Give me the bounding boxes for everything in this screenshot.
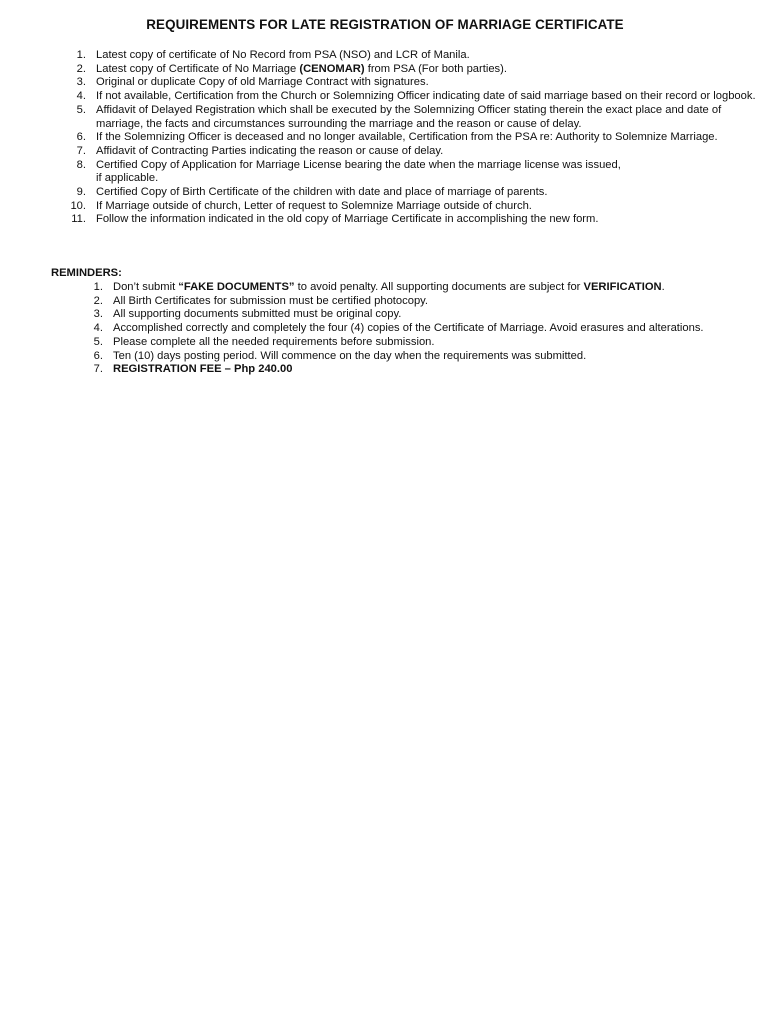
item-number: 3. [93,308,103,321]
item-number: 6. [93,349,103,362]
item-text: Affidavit of Delayed Registration which shall be executed by the Solemnizing Officer stating therein the exact place and date of marriage, the facts and circumstances surrounding the marriage and the reason or cause of delay. [96,103,722,130]
list-item [68,159,758,186]
item-number: 5. [93,335,103,348]
registration-fee: REGISTRATION FEE – Php 240.00 [113,363,293,376]
item-number: 8. [76,158,86,171]
item-number: 7. [76,144,86,157]
item-text: from PSA (For both parties). [364,62,507,75]
list-item [68,90,758,104]
item-text: Follow the information indicated in the old copy of Marriage Certificate in accomplishing the new form. [96,213,599,226]
item-number: 2. [76,62,86,75]
item-text: Original or duplicate Copy of old Marriage Contract with signatures. [96,76,429,89]
item-text: If Marriage outside of church, Letter of request to Solemnize Marriage outside of church. [96,199,532,212]
list-item [85,336,755,350]
item-number: 4. [76,90,86,103]
item-number: 1. [76,49,86,61]
list-item [85,308,755,322]
list-item [68,63,758,77]
list-item [68,49,758,63]
list-item [85,281,755,295]
item-number: 1. [93,281,103,293]
item-text: Certified Copy of Application for Marriage License bearing the date when the marriage license was issued, [96,158,621,171]
reminders-heading: REMINDERS: [51,267,122,279]
list-item [68,104,758,131]
item-text: Accomplished correctly and completely the four (4) copies of the Certificate of Marriage. Avoid erasures and alterations. [113,322,704,335]
item-text: if applicable. [96,172,159,185]
list-item [68,76,758,90]
item-number: 11. [71,213,86,226]
item-text: to avoid penalty. All supporting documents are subject for [294,281,584,293]
list-item [68,213,758,227]
item-text: . [661,281,665,293]
list-item [68,186,758,200]
document-title: REQUIREMENTS FOR LATE REGISTRATION OF MARRIAGE CERTIFICATE [146,17,624,32]
item-text: Affidavit of Contracting Parties indicating the reason or cause of delay. [96,144,444,157]
list-item [85,322,755,336]
item-number: 9. [76,186,86,199]
item-text: If the Solemnizing Officer is deceased and no longer available, Certification from the PSA re: Authority to Solemnize Marriage. [96,131,718,144]
item-number: 5. [76,103,86,116]
item-number: 4. [93,322,103,335]
reminders-list [85,281,755,377]
item-number: 2. [93,294,103,307]
list-item [68,145,758,159]
item-text: Certified Copy of Birth Certificate of the children with date and place of marriage of parents. [96,186,548,199]
item-emphasis: “FAKE DOCUMENTS” [178,281,295,293]
requirements-list [68,49,758,227]
item-text: Don’t submit [113,281,179,293]
item-number: 7. [93,363,103,376]
item-text: Ten (10) days posting period. Will commence on the day when the requirements was submitted. [113,349,587,362]
item-text: If not available, Certification from the Church or Solemnizing Officer indicating date of said marriage based on their record or logbook. [96,90,756,103]
list-item [85,363,755,377]
list-item [68,200,758,214]
item-text: Latest copy of Certificate of No Marriage [96,62,300,75]
item-text: All supporting documents submitted must be original copy. [113,308,402,321]
item-text: Please complete all the needed requirements before submission. [113,335,435,348]
item-emphasis: VERIFICATION [583,281,662,293]
list-item [85,350,755,364]
item-number: 6. [76,131,86,144]
list-item [85,295,755,309]
list-item [68,131,758,145]
item-number: 3. [76,76,86,89]
item-text: All Birth Certificates for submission must be certified photocopy. [113,294,429,307]
item-emphasis: (CENOMAR) [299,62,365,75]
item-text: Latest copy of certificate of No Record from PSA (NSO) and LCR of Manila. [96,49,470,61]
item-number: 10. [70,199,86,212]
